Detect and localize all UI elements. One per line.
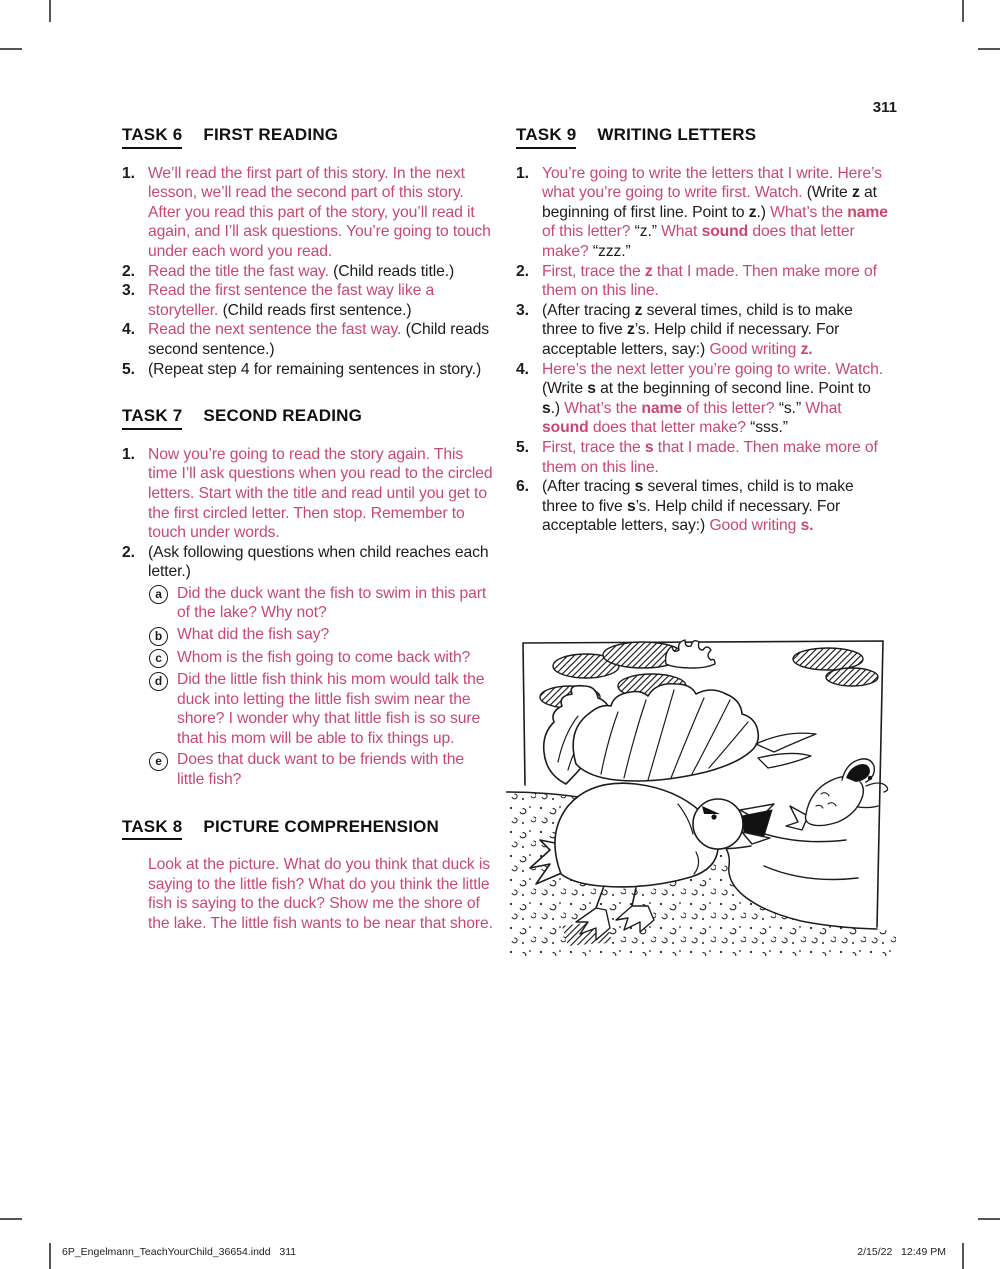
text-segment: Good writing <box>709 340 801 358</box>
text-segment: does that letter make? <box>588 419 751 437</box>
text-segment: that I made. Then make more of them on this line. <box>542 262 877 300</box>
left-column <box>122 125 494 934</box>
task-item <box>122 164 494 262</box>
letter-badge: c <box>149 649 168 668</box>
item-text <box>148 445 494 543</box>
text-segment: (Child reads title.) <box>333 262 455 280</box>
text-segment: s <box>542 399 551 417</box>
text-segment: (After tracing <box>542 301 635 319</box>
illustration-duck-and-fish <box>506 634 902 956</box>
sub-item-text <box>177 670 494 748</box>
fish-eye <box>868 776 872 780</box>
text-segment: sound <box>542 419 589 437</box>
task-paragraph <box>148 855 494 933</box>
crop-mark-top-left-vertical <box>49 0 51 22</box>
task-section <box>122 406 494 790</box>
crop-mark-bottom-right-horizontal <box>978 1218 1000 1220</box>
sub-item <box>148 584 494 623</box>
text-segment: (Child reads first sentence.) <box>222 301 412 319</box>
item-number: 1. <box>516 164 529 182</box>
item-text <box>148 281 494 320</box>
task-label: TASK 9 <box>516 125 576 149</box>
item-number: 5. <box>516 438 529 456</box>
text-segment: What did the fish say? <box>177 626 330 644</box>
item-text <box>542 477 888 536</box>
text-segment: name <box>641 399 682 417</box>
text-segment: We’ll read the first part of this story. In the next lesson, we’ll read the second part of this story. After you read this part of the story, you’ll read it again, and I’ll ask questions. You’re going to touch under each word you read. <box>148 164 491 260</box>
item-text <box>542 262 888 301</box>
task-heading <box>122 125 494 149</box>
task-item <box>122 445 494 543</box>
item-text <box>542 301 888 360</box>
task-heading <box>122 406 494 430</box>
text-segment: at the beginning of second line. Point to <box>595 380 871 398</box>
crop-mark-bottom-left-vertical <box>49 1243 51 1269</box>
task-title: WRITING LETTERS <box>597 125 757 144</box>
text-segment: Read the first sentence the fast way like a storyteller. <box>148 282 435 319</box>
item-text <box>148 320 494 359</box>
footer-datetime: 2/15/22 12:49 PM <box>857 1246 946 1258</box>
text-segment: s <box>644 438 654 456</box>
sub-item <box>148 670 494 748</box>
sub-item-text <box>177 750 494 789</box>
sub-item <box>148 750 494 789</box>
text-segment: First, trace the <box>542 438 645 456</box>
text-segment: ’s. Help child if necessary. For acceptable letters, say:) <box>542 321 840 358</box>
crop-mark-top-right-horizontal <box>978 48 1000 50</box>
task-item <box>516 262 888 301</box>
task-label: TASK 7 <box>122 406 182 430</box>
text-segment: Look at the picture. What do you think that duck is saying to the little fish? What do you think the little fish is saying to the duck? Show me the shore of the lake. The little fish wants to be near that shore. <box>148 856 493 932</box>
crop-mark-top-right-vertical <box>962 0 964 22</box>
item-number: 3. <box>516 301 529 319</box>
text-segment: s. <box>800 517 814 535</box>
task-title: PICTURE COMPREHENSION <box>203 816 440 836</box>
duck-fish-drawing <box>506 634 902 956</box>
text-segment: What <box>805 399 842 417</box>
crop-mark-top-left-horizontal <box>0 48 22 50</box>
text-segment: “z.” <box>634 223 662 241</box>
text-segment: (Child reads second sentence.) <box>148 321 489 358</box>
text-segment: (After tracing <box>542 478 635 496</box>
text-segment: Good writing <box>709 517 801 535</box>
task-section <box>122 125 494 379</box>
letter-badge: a <box>149 585 168 604</box>
text-segment: What’s the <box>564 399 642 417</box>
text-segment: does that letter make? <box>542 223 855 260</box>
item-text <box>542 360 888 438</box>
text-segment: of this letter? <box>542 223 635 241</box>
duck-head <box>693 799 743 849</box>
task-heading <box>122 817 494 841</box>
item-text <box>542 438 888 477</box>
item-number: 4. <box>516 360 529 378</box>
text-segment: Did the duck want the fish to swim in this part of the lake? Why not? <box>177 584 487 622</box>
task-item <box>516 164 888 262</box>
right-column <box>516 125 888 536</box>
task-label: TASK 6 <box>122 125 182 149</box>
text-segment: z <box>634 301 643 319</box>
item-text <box>148 164 494 262</box>
sub-item-text <box>177 625 494 646</box>
letter-badge: e <box>149 752 168 771</box>
text-segment: z <box>851 184 860 202</box>
text-segment: several times, child is to make three to five <box>542 478 854 515</box>
text-segment: Read the title the fast way. <box>148 262 334 280</box>
text-segment: of this letter? <box>681 399 779 417</box>
sub-item <box>148 648 494 669</box>
text-segment: .) <box>756 203 771 221</box>
item-number: 2. <box>516 262 529 280</box>
text-segment: “sss.” <box>750 419 788 437</box>
text-segment: name <box>847 203 888 221</box>
item-number: 4. <box>122 321 135 339</box>
task-item <box>516 360 888 438</box>
text-segment: sound <box>701 223 749 241</box>
item-text <box>148 543 494 790</box>
item-text <box>148 262 494 282</box>
task-item <box>516 301 888 360</box>
text-segment: Now you’re going to read the story again. This time I’ll ask questions when you read to the circled letters. Start with the title and read until you get to the first circled letter. Then stop. Remember to touch under words. <box>148 445 493 542</box>
duck-eye <box>711 814 716 819</box>
text-segment: that I made. Then make more of them on this line. <box>542 438 878 476</box>
text-segment: several times, child is to make three to five <box>542 301 853 339</box>
task-item <box>516 477 888 536</box>
text-segment: (Ask following questions when child reaches each letter.) <box>148 543 489 581</box>
task-section <box>516 125 888 536</box>
letter-badge: d <box>149 672 168 691</box>
text-segment: (Write <box>542 380 588 398</box>
task-item <box>122 281 494 320</box>
text-segment: What’s the <box>770 203 848 221</box>
text-segment: “s.” <box>778 399 806 417</box>
text-segment: What <box>661 223 702 241</box>
text-segment: s <box>587 380 596 398</box>
item-number: 2. <box>122 543 135 561</box>
item-number: 6. <box>516 478 529 496</box>
item-number: 2. <box>122 262 135 280</box>
item-number: 1. <box>122 445 135 463</box>
text-segment: .) <box>550 399 565 417</box>
task-item <box>122 360 494 380</box>
text-segment: z. <box>800 340 813 358</box>
text-segment: ’s. Help child if necessary. For acceptable letters, say:) <box>542 497 841 535</box>
sub-item-text <box>177 584 494 623</box>
text-segment: Read the next sentence the fast way. <box>148 321 406 339</box>
text-segment: s <box>634 478 644 496</box>
task-heading <box>516 125 888 149</box>
task-section <box>122 817 494 934</box>
item-text <box>148 360 494 380</box>
text-segment: Did the little fish think his mom would talk the duck into letting the little fish swim near the shore? I wonder why that little fish is so sure that his mom will be able to fix things up. <box>177 671 485 747</box>
text-segment: z <box>626 321 635 339</box>
task-item <box>122 320 494 359</box>
text-segment: (Repeat step 4 for remaining sentences in story.) <box>148 360 482 378</box>
sub-item-text <box>177 648 494 669</box>
text-segment: You’re going to write the letters that I write. Here’s what you’re going to write first. Watch. <box>542 164 882 202</box>
task-item <box>122 262 494 282</box>
letter-badge: b <box>149 627 168 646</box>
text-segment: z <box>644 262 653 280</box>
text-segment: s <box>626 497 636 515</box>
footer-filename: 6P_Engelmann_TeachYourChild_36654.indd 311 <box>62 1246 297 1258</box>
text-segment: at beginning of first line. Point to <box>542 184 877 221</box>
task-title: FIRST READING <box>203 125 339 144</box>
page-number: 311 <box>872 99 897 116</box>
text-segment: Here’s the next letter you’re going to write. Watch. <box>542 360 883 378</box>
text-segment: Whom is the fish going to come back with? <box>177 648 471 666</box>
task-item <box>122 543 494 790</box>
task-title: SECOND READING <box>203 406 363 426</box>
text-segment: z <box>748 203 757 221</box>
crop-mark-bottom-left-horizontal <box>0 1218 22 1220</box>
item-number: 1. <box>122 164 135 182</box>
text-segment: “zzz.” <box>592 242 631 260</box>
sub-item <box>148 625 494 646</box>
item-number: 3. <box>122 282 135 300</box>
task-item <box>516 438 888 477</box>
item-text <box>542 164 888 262</box>
text-segment: First, trace the <box>542 262 645 280</box>
item-number: 5. <box>122 360 135 378</box>
text-segment: Does that duck want to be friends with the little fish? <box>177 751 465 789</box>
crop-mark-bottom-right-vertical <box>962 1243 964 1269</box>
task-label: TASK 8 <box>122 817 182 841</box>
text-segment: (Write <box>806 184 852 202</box>
